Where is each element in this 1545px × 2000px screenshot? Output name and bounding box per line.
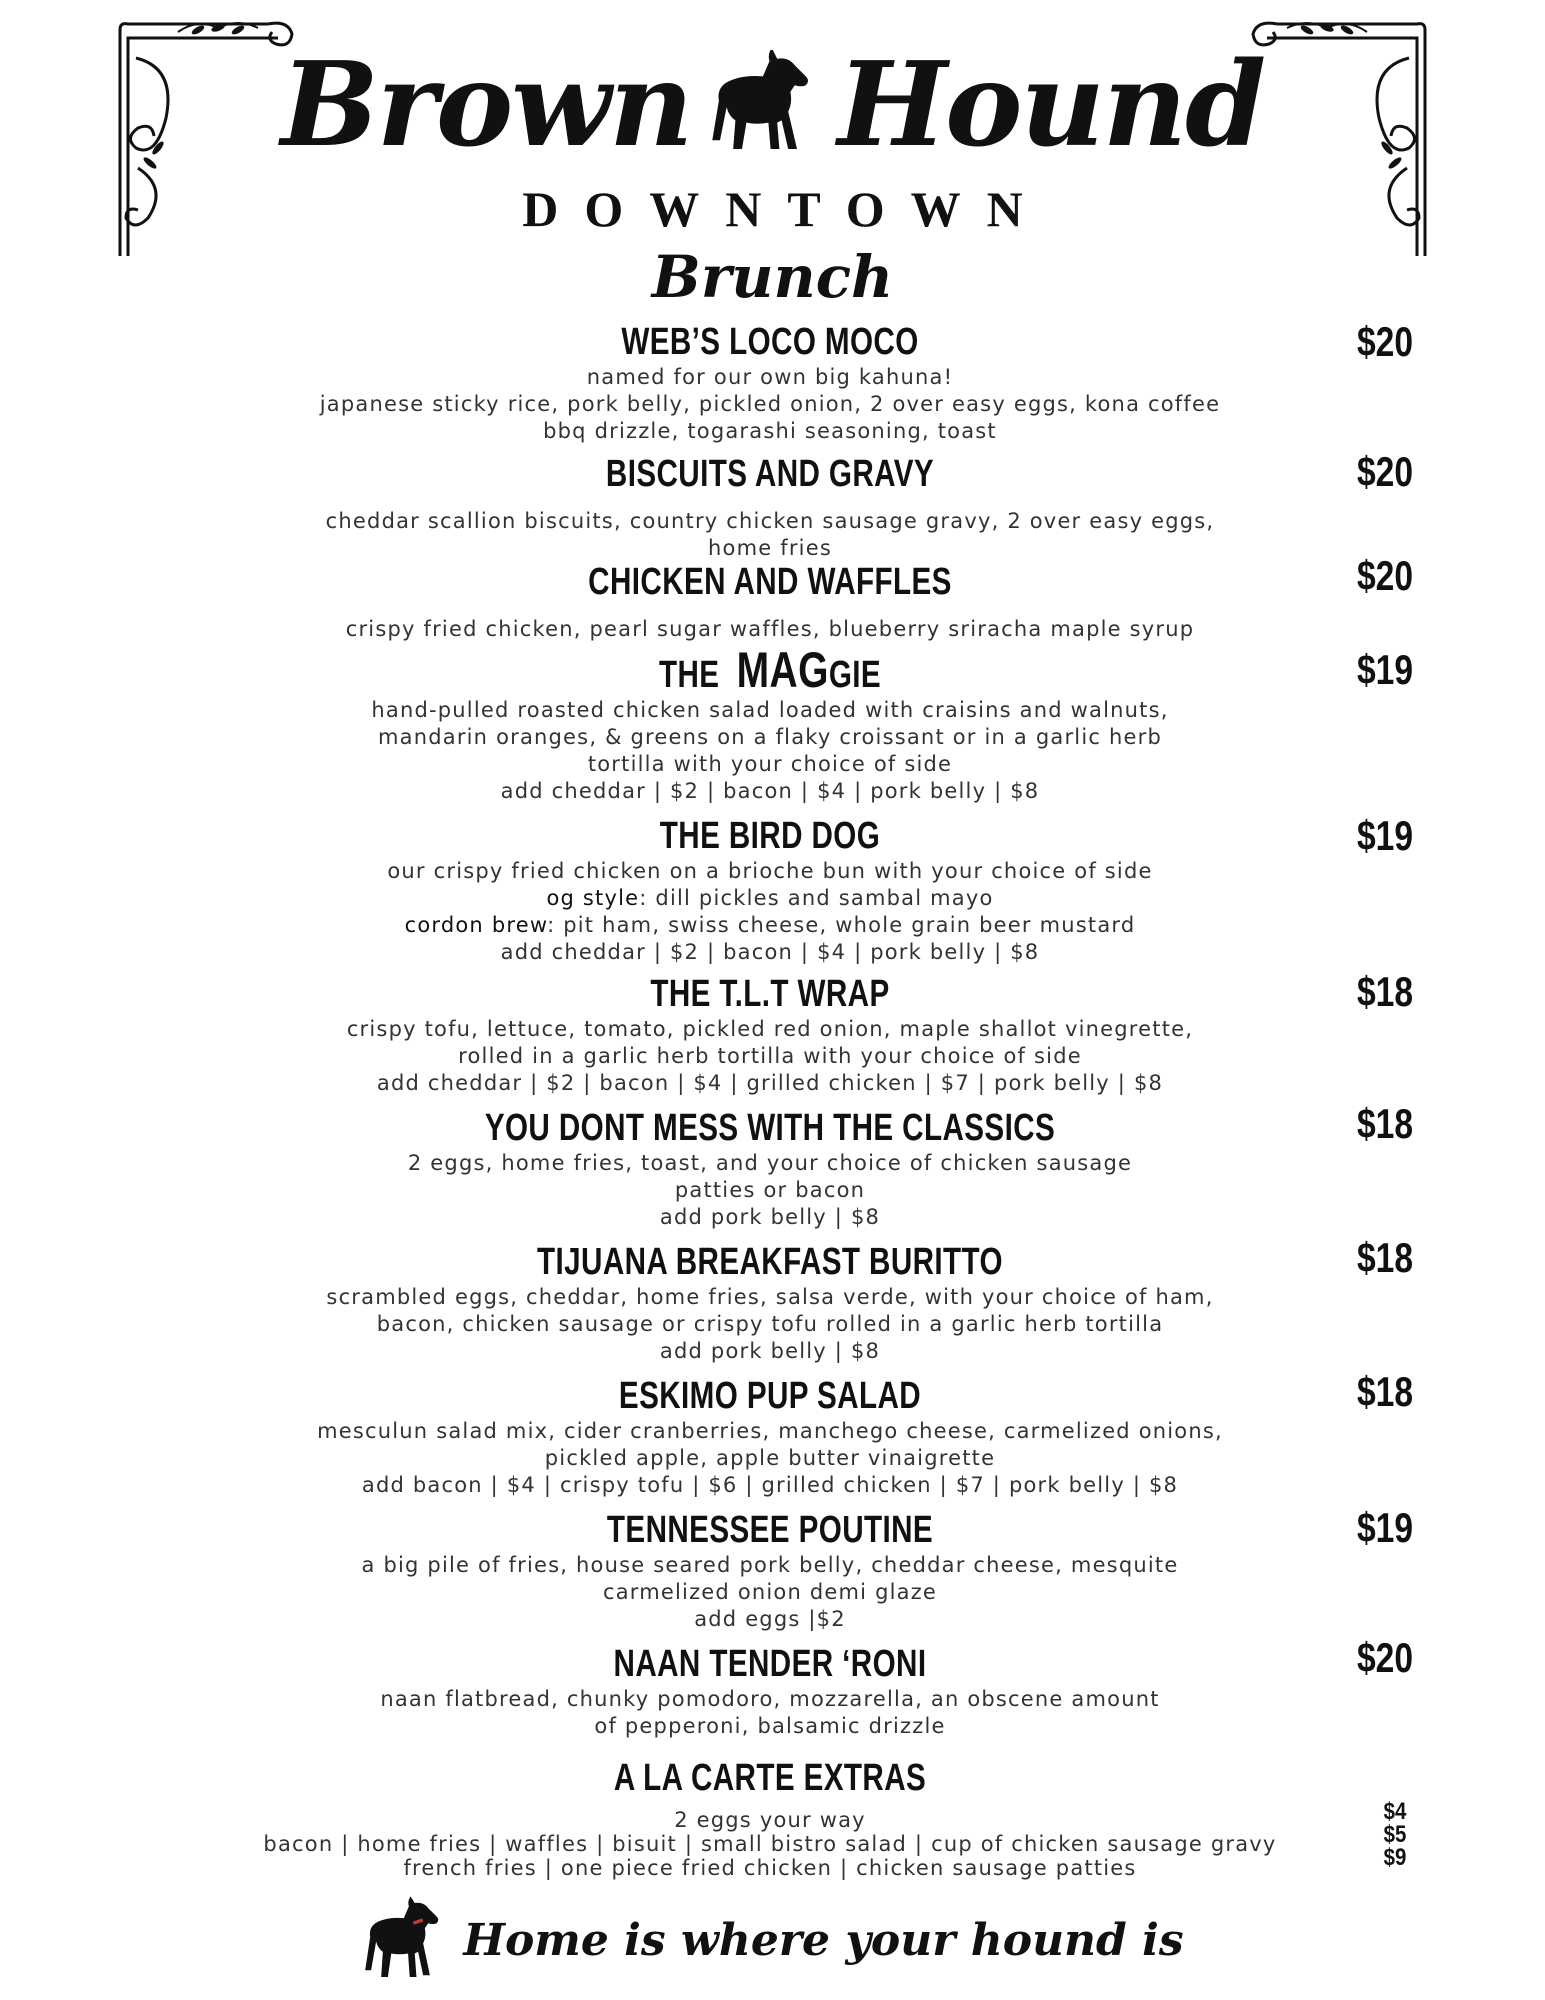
section-title: Brunch xyxy=(651,243,894,311)
extras-line: french fries | one piece fried chicken | chicken sausage patties xyxy=(403,1856,1137,1880)
item-price: $18 xyxy=(1356,1100,1414,1147)
menu-item xyxy=(260,642,1280,805)
item-desc-line: cheddar scallion biscuits, country chicken sausage gravy, 2 over easy eggs, xyxy=(325,509,1215,533)
item-name: THE BIRD DOG xyxy=(659,815,881,857)
menu-item xyxy=(260,560,1280,643)
item-desc-line: add pork belly | $8 xyxy=(659,1339,881,1363)
dog-logo-icon xyxy=(709,50,819,160)
item-name-part: GIE xyxy=(828,654,882,696)
dog-with-collar-icon xyxy=(361,1895,445,1985)
item-desc-line: bacon, chicken sausage or crispy tofu rolled in a garlic herb tortilla xyxy=(376,1312,1164,1336)
item-name-part: MAG xyxy=(736,642,829,698)
extras-price: $5 xyxy=(1383,1821,1407,1848)
item-desc-line: crispy fried chicken, pearl sugar waffles, blueberry sriracha maple syrup xyxy=(345,617,1195,641)
item-desc-line: add cheddar | $2 | bacon | $4 | grilled chicken | $7 | pork belly | $8 xyxy=(376,1071,1164,1095)
style-label: og style xyxy=(546,886,640,910)
item-name xyxy=(372,642,1168,698)
item-desc-line: tortilla with your choice of side xyxy=(587,752,953,776)
menu-item xyxy=(260,1508,1280,1633)
item-desc-line: japanese sticky rice, pork belly, pickled onion, 2 over easy eggs, kona coffee xyxy=(319,392,1221,416)
item-desc-line: crispy tofu, lettuce, tomato, pickled red onion, maple shallot vinegrette, xyxy=(346,1017,1194,1041)
item-price: $19 xyxy=(1356,1504,1414,1551)
item-desc-line: rolled in a garlic herb tortilla with your choice of side xyxy=(458,1044,1082,1068)
item-price: $20 xyxy=(1356,552,1414,599)
item-desc-line: hand-pulled roasted chicken salad loaded with craisins and walnuts, xyxy=(371,698,1169,722)
item-desc-line: mesculun salad mix, cider cranberries, manchego cheese, carmelized onions, xyxy=(317,1419,1223,1443)
footer xyxy=(0,1895,1545,1985)
item-name: TIJUANA BREAKFAST BURITTO xyxy=(537,1241,1003,1283)
item-price: $18 xyxy=(1356,1368,1414,1415)
item-price: $19 xyxy=(1356,812,1414,859)
item-price: $20 xyxy=(1356,318,1414,365)
menu-header xyxy=(0,30,1545,311)
extras-price: $9 xyxy=(1383,1844,1407,1871)
item-desc-line: our crispy fried chicken on a brioche bun with your choice of side xyxy=(387,859,1153,883)
menu-item xyxy=(260,1642,1280,1740)
brand-subtitle: DOWNTOWN xyxy=(522,181,1049,237)
extras-prices xyxy=(1374,1800,1417,1869)
item-desc-line: patties or bacon xyxy=(674,1178,866,1202)
item-desc-line: pickled apple, apple butter vinaigrette xyxy=(544,1446,996,1470)
item-desc-line: scrambled eggs, cheddar, home fries, salsa verde, with your choice of ham, xyxy=(326,1285,1214,1309)
item-desc-line: 2 eggs, home fries, toast, and your choice of chicken sausage xyxy=(407,1151,1133,1175)
item-name: THE T.L.T WRAP xyxy=(650,973,890,1015)
menu-item xyxy=(260,1374,1280,1499)
item-desc-line: add pork belly | $8 xyxy=(659,1205,881,1229)
menu-item xyxy=(260,320,1280,445)
item-desc-line: home fries xyxy=(708,536,832,560)
tagline: Home is where your hound is xyxy=(463,1914,1184,1966)
item-name: WEB’S LOCO MOCO xyxy=(621,321,919,363)
item-desc-line: carmelized onion demi glaze xyxy=(602,1580,938,1604)
item-desc-line: naan flatbread, chunky pomodoro, mozzarella, an obscene amount xyxy=(380,1687,1160,1711)
brand-logo xyxy=(0,30,1545,180)
item-style-line xyxy=(260,912,1280,939)
item-name: TENNESSEE POUTINE xyxy=(606,1509,934,1551)
item-price: $20 xyxy=(1356,448,1414,495)
menu-item xyxy=(260,1240,1280,1365)
menu-item xyxy=(260,814,1280,966)
item-name: CHICKEN AND WAFFLES xyxy=(588,561,952,603)
item-price: $18 xyxy=(1356,1234,1414,1281)
extras-section xyxy=(210,1756,1330,1880)
extras-title: A LA CARTE EXTRAS xyxy=(613,1757,927,1799)
brand-word-left: Brown xyxy=(280,37,692,173)
item-desc-line: add eggs |$2 xyxy=(694,1607,846,1631)
item-style-line xyxy=(260,885,1280,912)
extras-line: 2 eggs your way xyxy=(674,1808,866,1832)
item-price: $19 xyxy=(1356,646,1414,693)
extras-price: $4 xyxy=(1383,1798,1407,1825)
menu-item xyxy=(260,972,1280,1097)
style-text: : pit ham, swiss cheese, whole grain beer mustard xyxy=(547,913,1136,937)
item-name-part: THE xyxy=(658,654,720,696)
brand-word-right: Hound xyxy=(837,37,1265,173)
item-desc-line: of pepperoni, balsamic drizzle xyxy=(594,1714,946,1738)
item-desc-line: named for our own big kahuna! xyxy=(586,365,954,389)
menu-item xyxy=(260,452,1280,562)
item-name: BISCUITS AND GRAVY xyxy=(605,453,935,495)
item-name: NAAN TENDER ‘RONI xyxy=(613,1643,927,1685)
style-label: cordon brew xyxy=(404,913,548,937)
extras-line: bacon | home fries | waffles | bisuit | small bistro salad | cup of chicken sausage gravy xyxy=(263,1832,1277,1856)
item-addon-line: add cheddar | $2 | bacon | $4 | pork belly | $8 xyxy=(500,940,1040,964)
item-desc-line: mandarin oranges, & greens on a flaky croissant or in a garlic herb xyxy=(377,725,1162,749)
item-price: $18 xyxy=(1356,968,1414,1015)
item-price: $20 xyxy=(1356,1634,1414,1681)
item-name: YOU DONT MESS WITH THE CLASSICS xyxy=(484,1107,1056,1149)
item-name: ESKIMO PUP SALAD xyxy=(618,1375,922,1417)
item-desc-line: bbq drizzle, togarashi seasoning, toast xyxy=(543,419,997,443)
menu-item xyxy=(260,1106,1280,1231)
style-text: : dill pickles and sambal mayo xyxy=(639,886,994,910)
item-desc-line: a big pile of fries, house seared pork belly, cheddar cheese, mesquite xyxy=(361,1553,1179,1577)
item-desc-line: add cheddar | $2 | bacon | $4 | pork belly | $8 xyxy=(500,779,1040,803)
item-desc-line: add bacon | $4 | crispy tofu | $6 | grilled chicken | $7 | pork belly | $8 xyxy=(361,1473,1179,1497)
